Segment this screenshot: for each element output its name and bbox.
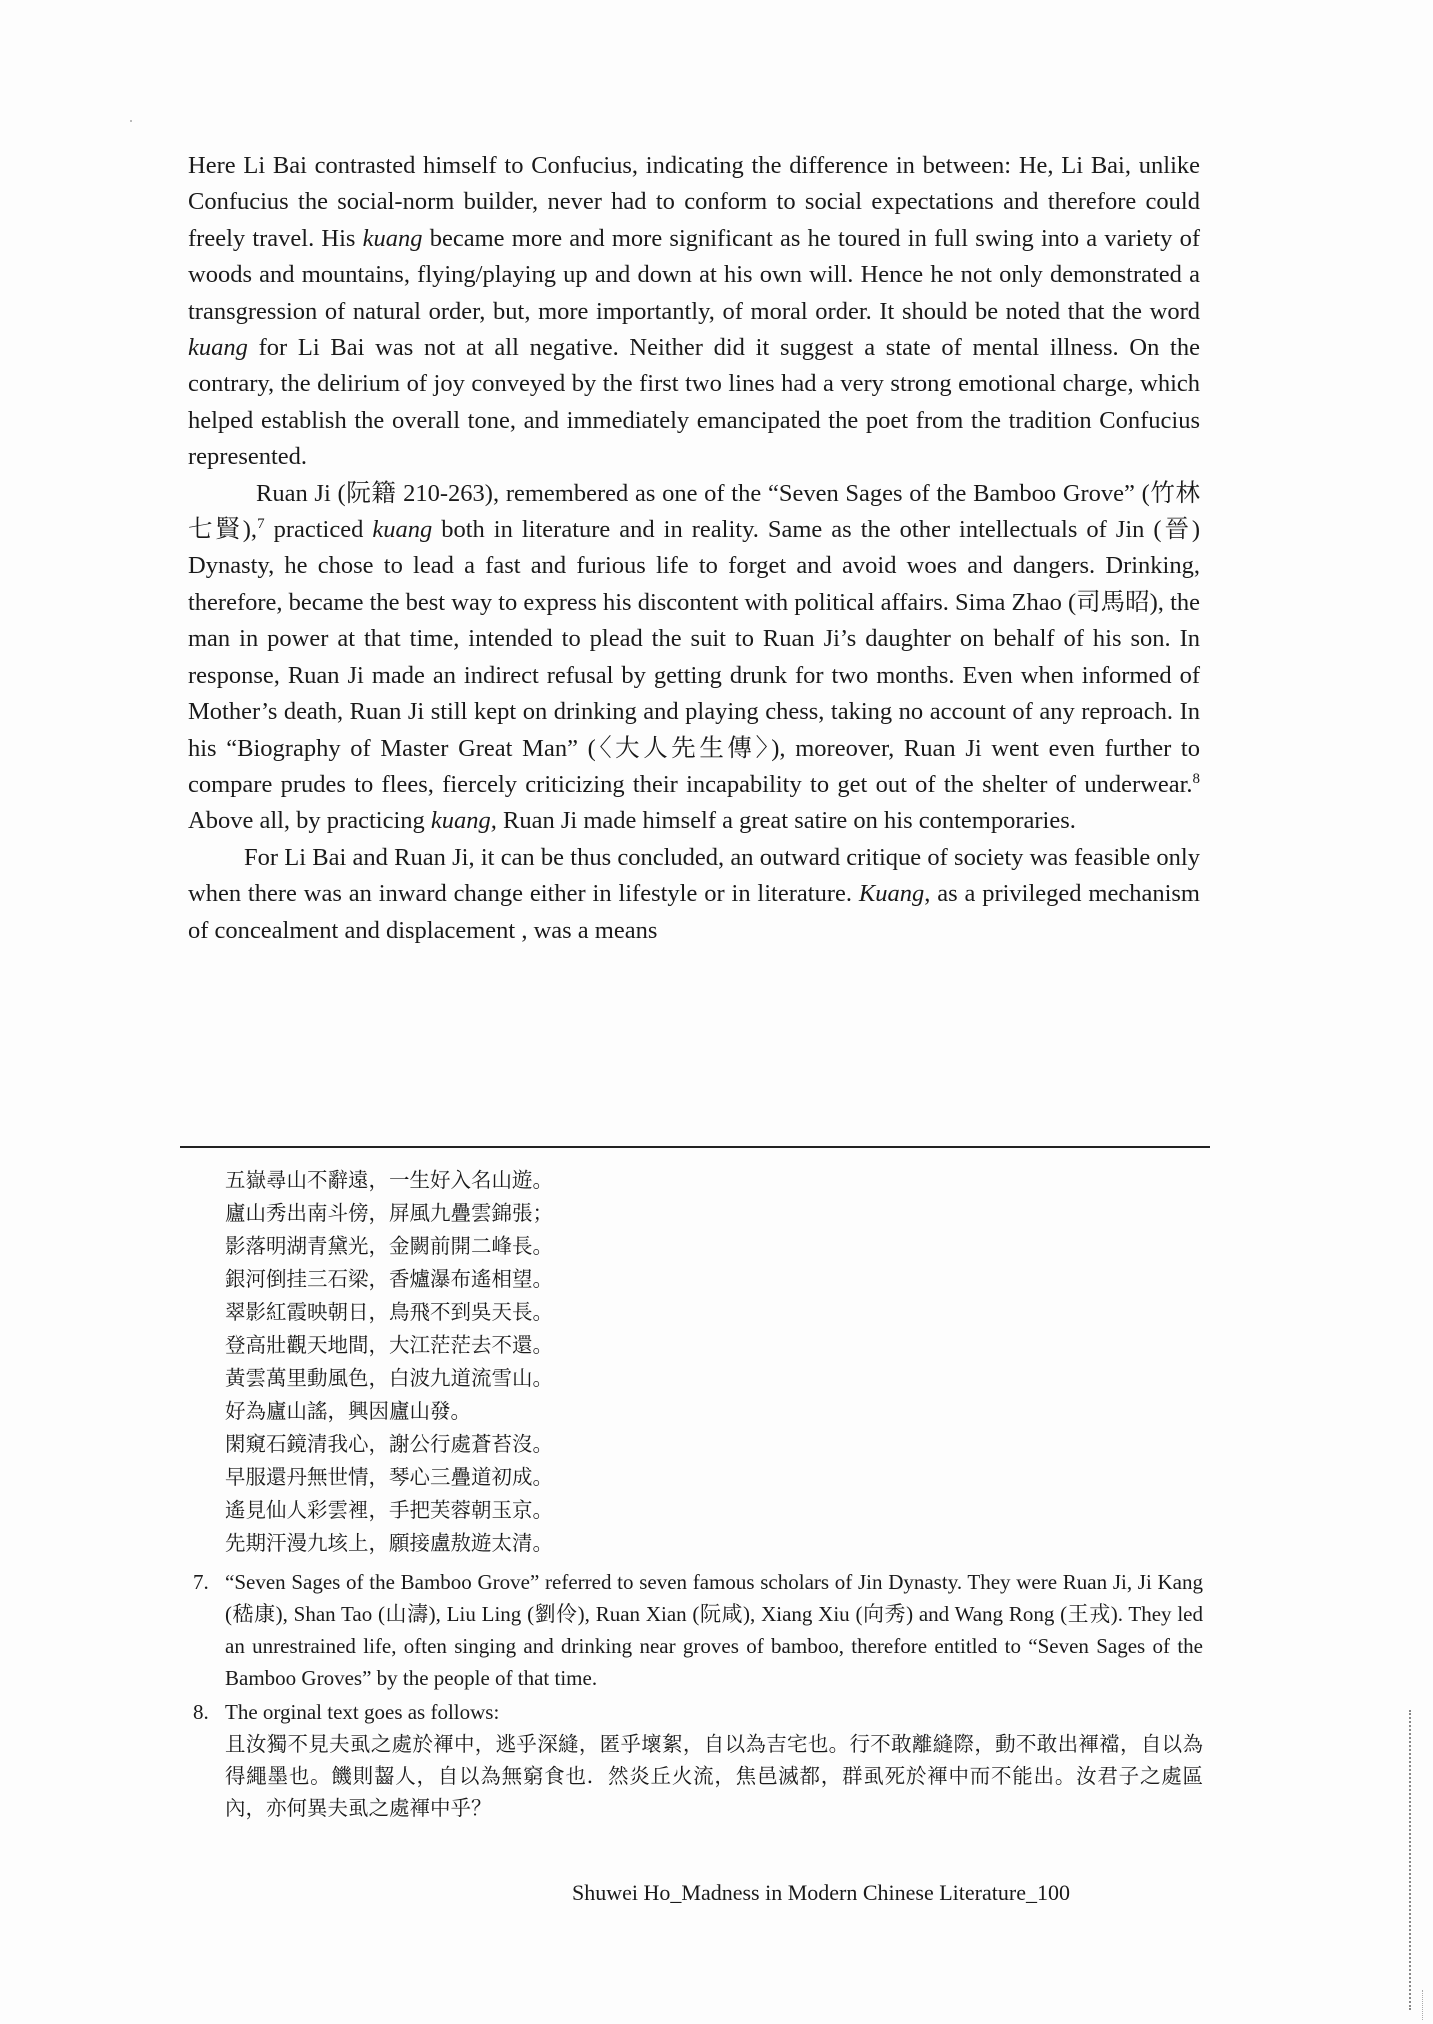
footnote-ref[interactable]: 7 — [257, 515, 265, 532]
text-run: Here Li Bai contrasted himself to Confucius, indicating the difference in between: He, Li Bai, unlike Confucius the social-norm builder, never had to conform to social expectations and therefore could freely travel. His — [188, 152, 1200, 252]
footnote-chinese-quote: 且汝獨不見夫虱之處於褌中，逃乎深縫，匿乎壞絮，自以為吉宅也。行不敢離縫際，動不敢出褌襠，自以為得繩墨也。饑則齧人，自以為無窮食也．然炎丘火流，焦邑滅都，群虱死於褌中而不能出。汝君子之處區內，亦何異夫虱之處褌中乎？ — [225, 1732, 1203, 1820]
poem-line: 黃雲萬里動風色，白波九道流雪山。 — [225, 1366, 553, 1390]
poem-line: 翠影紅霞映朝日，鳥飛不到吳天長。 — [225, 1300, 553, 1324]
footnote-number: 7. — [193, 1570, 209, 1594]
italic-term: kuang — [372, 516, 433, 544]
scan-edge-artifact — [1409, 1710, 1411, 2010]
poem-line: 閑窺石鏡清我心，謝公行處蒼苔沒。 — [225, 1432, 553, 1456]
italic-term: Kuang — [858, 880, 925, 908]
paragraph-2 — [188, 476, 1200, 840]
poem-line: 影落明湖青黛光，金闕前開二峰長。 — [225, 1234, 553, 1258]
text-run: both in literature and in reality. Same as the other intellectuals of Jin (晉) Dynasty, he chose to lead a fast and furious life to forget and avoid woes and dangers. Drinking, therefore, became the best way to express his discontent with political affairs. Sima Zhao (司馬昭), the man in power at that time, intended to plead the suit to Ruan Ji’s daughter on behalf of his son. In response, Ruan Ji made an indirect refusal by getting drunk for two months. Even when informed of Mother’s death, Ruan Ji still kept on drinking and playing chess, taking no account of any reproach. In his “Biography of Master Great Man” (〈大人先生傳〉), moreover, Ruan Ji went even further to compare prudes to flees, fiercely criticizing their incapability to get out of the shelter of underwear. — [188, 516, 1200, 798]
text-run: , as a privileged mechanism of concealment and displacement , was a means — [188, 880, 1200, 944]
paragraph-3 — [188, 840, 1200, 949]
footnote-poem — [225, 1164, 1125, 1560]
footnote-number: 8. — [193, 1700, 209, 1724]
poem-line: 五嶽尋山不辭遠，一生好入名山遊。 — [225, 1168, 553, 1192]
scan-edge-artifact — [1422, 1990, 1423, 2020]
text-run: became more and more significant as he toured in full swing into a variety of woods and mountains, flying/playing up and down at his own will. Hence he not only demonstrated a transgression of natural order, but, more importantly, of moral order. It should be noted that the word — [188, 224, 1200, 325]
poem-line: 早服還丹無世情，琴心三疊道初成。 — [225, 1465, 553, 1489]
poem-line: 好為廬山謠，興因廬山發。 — [225, 1399, 471, 1423]
footnote-text: “Seven Sages of the Bamboo Grove” referred to seven famous scholars of Jin Dynasty. They were Ruan Ji, Ji Kang (嵇康), Shan Tao (山濤), Liu Ling (劉伶), Ruan Xian (阮咸), Xiang Xiu (向秀) and Wang Rong (王戎). They led an unrestrained life, often singing and drinking near groves of bamboo, therefore entitled to “Seven Sages of the Bamboo Groves” by the people of that time. — [225, 1570, 1203, 1690]
paragraph-1 — [188, 148, 1200, 476]
italic-term: kuang, — [430, 807, 497, 835]
poem-line: 先期汗漫九垓上，願接盧敖遊太清。 — [225, 1531, 553, 1555]
footnotes — [193, 1566, 1203, 1826]
page-footer: Shuwei Ho_Madness in Modern Chinese Literature_100 — [572, 1880, 1070, 1905]
text-run: practiced — [264, 516, 373, 544]
text-run: for Li Bai was not at all negative. Neither did it suggest a state of mental illness. On the contrary, the delirium of joy conveyed by the first two lines had a very strong emotional charge, which helped establish the overall tone, and immediately emancipated the poet from the tradition Confucius represented. — [188, 334, 1200, 471]
text-run: Ruan Ji (阮籍 210-263), remembered as one of the “Seven Sages of the Bamboo Grove” (竹林七賢), — [188, 479, 1200, 544]
italic-term: kuang — [362, 224, 423, 252]
poem-line: 銀河倒挂三石梁，香爐瀑布遙相望。 — [225, 1267, 553, 1291]
footnote-8 — [193, 1696, 1203, 1824]
footnote-7 — [193, 1566, 1203, 1694]
poem-line: 遙見仙人彩雲裡，手把芙蓉朝玉京。 — [225, 1498, 553, 1522]
text-run: Ruan Ji made himself a great satire on his contemporaries. — [496, 807, 1076, 835]
poem-line: 廬山秀出南斗傍，屏風九疊雲錦張； — [225, 1201, 553, 1225]
text-run: Above all, by practicing — [188, 807, 431, 835]
text-run: For Li Bai and Ruan Ji, it can be thus concluded, an outward critique of society was feasible only when there was an inward change either in lifestyle or in literature. — [188, 843, 1200, 908]
footnote-text: The orginal text goes as follows: — [225, 1700, 500, 1724]
footnote-ref[interactable]: 8 — [1192, 770, 1200, 787]
italic-term: kuang — [188, 334, 248, 362]
scan-speck — [130, 120, 132, 122]
poem-line: 登高壯觀天地間，大江茫茫去不還。 — [225, 1333, 553, 1357]
footnote-divider — [180, 1146, 1210, 1148]
main-body-text — [188, 148, 1200, 949]
